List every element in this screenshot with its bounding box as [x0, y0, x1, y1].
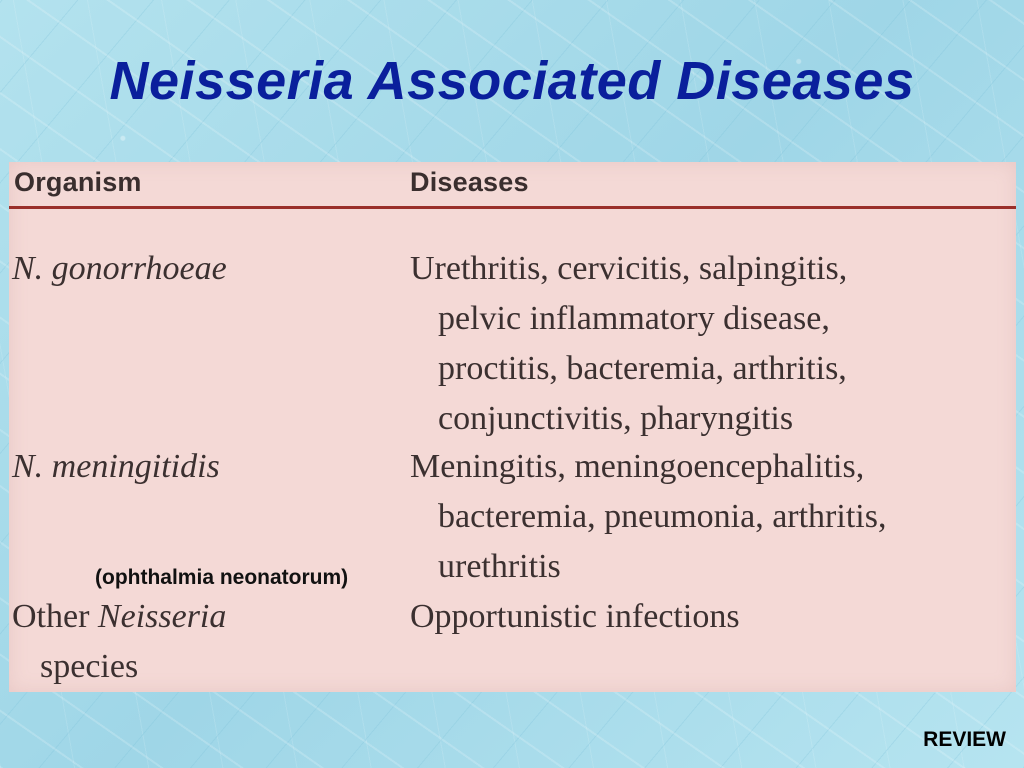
table-row-organism	[12, 592, 226, 692]
organism-name-line2: species	[40, 648, 139, 685]
column-header-diseases: Diseases	[410, 167, 529, 197]
table-row-diseases	[410, 592, 740, 642]
slide-title: Neisseria Associated Diseases	[109, 51, 915, 111]
organism-prefix: Other	[12, 598, 90, 635]
disease-line: pelvic inflammatory disease,	[438, 300, 830, 337]
disease-table	[9, 162, 1016, 692]
organism-name	[12, 598, 226, 635]
table-row-diseases	[410, 244, 847, 444]
column-header-organism: Organism	[14, 167, 142, 197]
organism-genus: Neisseria	[97, 598, 227, 635]
table-row-organism	[12, 442, 220, 492]
organism-name: N. meningitidis	[12, 448, 220, 485]
disease-line: conjunctivitis, pharyngitis	[438, 400, 794, 437]
disease-line: urethritis	[438, 548, 561, 585]
disease-line: Urethritis, cervicitis, salpingitis,	[410, 250, 848, 287]
disease-line: Meningitis, meningoencephalitis,	[410, 448, 865, 485]
disease-line: bacteremia, pneumonia, arthritis,	[438, 498, 887, 535]
disease-line: proctitis, bacteremia, arthritis,	[438, 350, 847, 387]
organism-name: N. gonorrhoeae	[12, 250, 227, 287]
disease-line: Opportunistic infections	[410, 598, 740, 635]
table-row-organism	[12, 244, 227, 294]
header-divider	[9, 206, 1016, 209]
table-row-diseases	[410, 442, 886, 592]
annotation-note: (ophthalmia neonatorum)	[95, 566, 349, 589]
review-link[interactable]: REVIEW	[923, 728, 1006, 751]
